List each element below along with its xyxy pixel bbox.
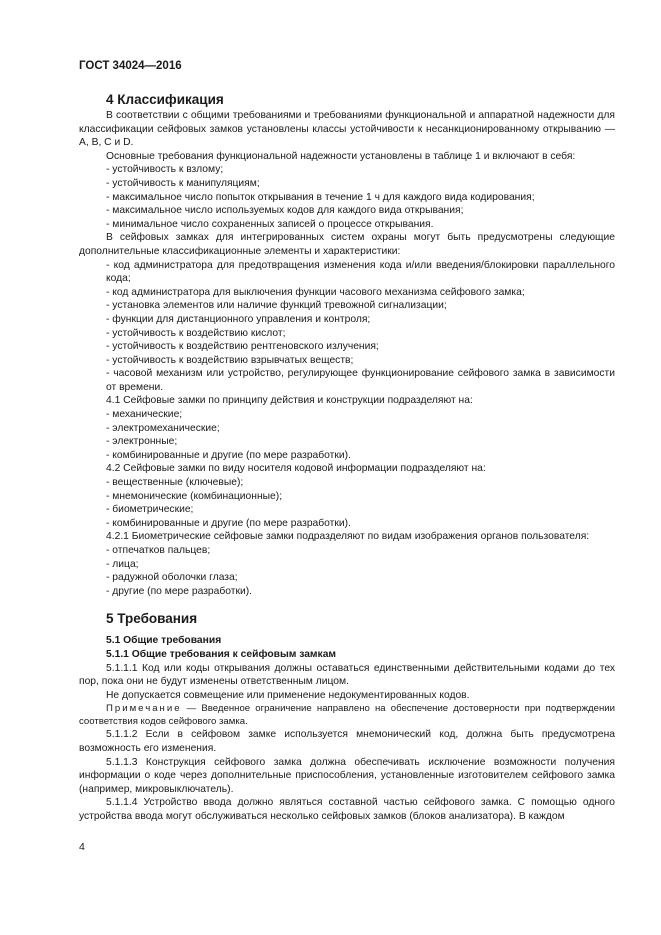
list-item: - устойчивость к воздействию кислот; (106, 327, 286, 339)
section-4-title: 4 Классификация (106, 92, 224, 107)
list-item: - устойчивость к воздействию рентгеновского излучения; (106, 341, 379, 353)
list-item: - комбинированные и другие (по мере разработки). (106, 517, 351, 529)
paragraph: Не допускается совмещение или применение недокументированных кодов. (106, 689, 470, 701)
clause-5-1-1-4: 5.1.1.4 Устройство ввода должно являться составной частью сейфового замка. С помощью одного устройства ввода могут обслуживаться несколько сейфовых замков (блоков анализатора). В каждом (79, 797, 615, 822)
clause-4-1: 4.1 Сейфовые замки по принципу действия и конструкции подразделяют на: (106, 395, 473, 407)
clause-5-1-1-3: 5.1.1.3 Конструкция сейфового замка должна обеспечивать исключение возможности получения информации о коде через дополнительные приспособления, установленные изготовителем сейфового замка (например, микровыключатель). (79, 756, 615, 795)
clause-4-2-1: 4.2.1 Биометрические сейфовые замки подразделяют по видам изображения органов пользователя: (106, 531, 590, 543)
list-item: - устойчивость к манипуляциям; (106, 177, 260, 189)
list-item: - вещественные (ключевые); (106, 477, 244, 489)
list-item: - устойчивость к взлому; (106, 164, 224, 176)
list-item: - код администратора для выключения функции часового механизма сейфового замка; (106, 286, 525, 298)
list-item: - установка элементов или наличие функций тревожной сигнализации; (106, 300, 447, 312)
note-text: — Введенное ограничение направлено на обеспечение достоверности при подтверждении соответствия кодов сейфового замка. (79, 703, 615, 728)
list-item: - биометрические; (106, 504, 194, 516)
list-item: - часовой механизм или устройство, регулирующее функционирование сейфового замка в зависимости от времени. (106, 368, 615, 393)
list-item: - другие (по мере разработки). (106, 585, 253, 597)
clause-5-1-1-1: 5.1.1.1 Код или коды открывания должны оставаться единственными действительными кодами до тех пор, пока они не будут изменены ответственным лицом. (79, 662, 615, 688)
page-number: 4 (79, 841, 85, 853)
list-item: - максимальное число попыток открывания в течение 1 ч для каждого вида кодирования; (106, 191, 535, 203)
section-5-title: 5 Требования (106, 611, 198, 627)
list-item: - электромеханические; (106, 422, 220, 434)
list-item: - отпечатков пальцев; (106, 545, 211, 556)
list-item: - устойчивость к воздействию взрывчатых веществ; (106, 354, 354, 366)
list-item: - лица; (106, 558, 139, 570)
list-item: - комбинированные и другие (по мере разработки). (106, 449, 351, 461)
paragraph: В соответствии с общими требованиями и требованиями функциональной и аппаратной надежности для классификации сейфовых замков установлены классы устойчивости к несанкционированному открыванию — А, В, С и D. (79, 110, 615, 149)
paragraph: Основные требования функциональной надежности установлены в таблице 1 и включают в себя: (106, 150, 576, 162)
list-item: - функции для дистанционного управления и контроля; (106, 313, 371, 325)
list-item: - код администратора для предотвращения изменения кода и/или введения/блокировки параллельного кода; (106, 259, 615, 285)
list-item: - электронные; (106, 436, 178, 448)
list-item: - минимальное число сохраненных записей о процессе открывания. (106, 218, 434, 230)
clause-5-1-title: 5.1 Общие требования (106, 635, 222, 647)
standard-code-header: ГОСТ 34024—2016 (79, 60, 182, 72)
list-item: - радужной оболочки глаза; (106, 572, 238, 584)
list-item: - максимальное число используемых кодов для каждого вида открывания; (106, 205, 464, 217)
list-item: - механические; (106, 409, 183, 421)
page-content (79, 91, 615, 824)
clause-5-1-1-2: 5.1.1.2 Если в сейфовом замке используется мнемонический код, должна быть предусмотрена возможность его изменения. (79, 729, 615, 754)
clause-5-1-1-title: 5.1.1 Общие требования к сейфовым замкам (106, 648, 337, 660)
note (79, 702, 615, 728)
note-label: Примечание (106, 703, 182, 715)
paragraph: В сейфовых замках для интегрированных систем охраны могут быть предусмотрены следующие дополнительные классификационные элементы и характеристики: (79, 232, 615, 257)
list-item: - мнемонические (комбинационные); (106, 490, 283, 502)
clause-4-2: 4.2 Сейфовые замки по виду носителя кодовой информации подразделяют на: (106, 463, 486, 475)
